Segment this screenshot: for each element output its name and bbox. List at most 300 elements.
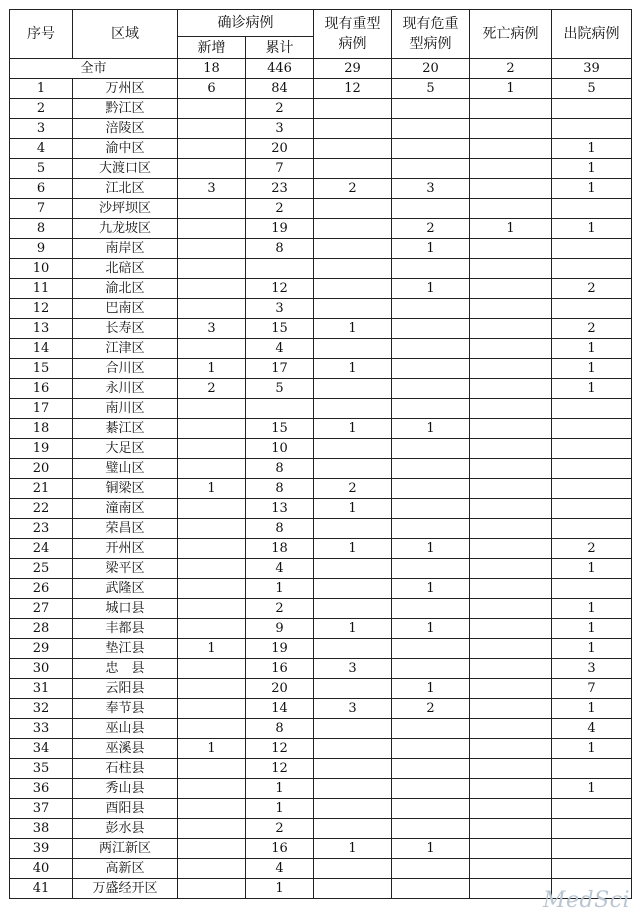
cell-discharged: 2 [552, 279, 632, 299]
cell-new [178, 659, 246, 679]
cell-severe [314, 279, 392, 299]
cell-deaths [470, 879, 552, 899]
cell-critical [392, 479, 470, 499]
cell-region: 酉阳县 [73, 799, 178, 819]
cell-critical: 1 [392, 679, 470, 699]
cell-new [178, 119, 246, 139]
cell-discharged: 1 [552, 639, 632, 659]
cell-deaths [470, 99, 552, 119]
cell-new [178, 299, 246, 319]
cell-cumulative: 13 [246, 499, 314, 519]
cell-new [178, 599, 246, 619]
cell-seq: 14 [10, 339, 73, 359]
cell-cumulative: 23 [246, 179, 314, 199]
cell-critical [392, 639, 470, 659]
cell-region: 璧山区 [73, 459, 178, 479]
header-region: 区域 [73, 10, 178, 59]
cell-critical [392, 359, 470, 379]
cell-new [178, 439, 246, 459]
cell-discharged [552, 439, 632, 459]
cell-discharged: 3 [552, 659, 632, 679]
cell-seq: 4 [10, 139, 73, 159]
cell-seq: 34 [10, 739, 73, 759]
cell-region: 巫溪县 [73, 739, 178, 759]
cell-severe [314, 779, 392, 799]
cell-cumulative: 1 [246, 579, 314, 599]
cell-region: 云阳县 [73, 679, 178, 699]
cell-seq: 1 [10, 79, 73, 99]
cell-cumulative: 19 [246, 219, 314, 239]
table-row [10, 539, 632, 559]
cell-cumulative: 19 [246, 639, 314, 659]
cell-cumulative: 15 [246, 419, 314, 439]
cell-new [178, 719, 246, 739]
cell-region: 大渡口区 [73, 159, 178, 179]
cell-seq: 15 [10, 359, 73, 379]
cell-deaths [470, 179, 552, 199]
cell-severe: 12 [314, 79, 392, 99]
cell-seq: 32 [10, 699, 73, 719]
cell-new [178, 219, 246, 239]
cell-cumulative: 8 [246, 479, 314, 499]
cell-severe: 1 [314, 319, 392, 339]
cell-critical [392, 259, 470, 279]
cell-new [178, 879, 246, 899]
cell-new [178, 759, 246, 779]
table-row [10, 619, 632, 639]
cell-region: 南川区 [73, 399, 178, 419]
cell-new: 1 [178, 479, 246, 499]
cell-seq: 25 [10, 559, 73, 579]
cell-cumulative: 1 [246, 799, 314, 819]
header-discharged: 出院病例 [552, 10, 632, 59]
cell-new [178, 459, 246, 479]
cell-discharged [552, 99, 632, 119]
table-row [10, 399, 632, 419]
cell-severe: 1 [314, 619, 392, 639]
table-row [10, 159, 632, 179]
table-row [10, 579, 632, 599]
cell-region: 潼南区 [73, 499, 178, 519]
cell-seq: 30 [10, 659, 73, 679]
table-row [10, 299, 632, 319]
cell-cumulative [246, 259, 314, 279]
total-label: 全市 [10, 59, 178, 79]
cell-region: 永川区 [73, 379, 178, 399]
table-row [10, 439, 632, 459]
cell-region: 大足区 [73, 439, 178, 459]
cell-seq: 8 [10, 219, 73, 239]
cell-severe [314, 259, 392, 279]
cell-critical [392, 739, 470, 759]
cell-new [178, 799, 246, 819]
cell-discharged: 1 [552, 379, 632, 399]
cell-new [178, 419, 246, 439]
cell-new [178, 99, 246, 119]
cell-new: 1 [178, 639, 246, 659]
header-deaths: 死亡病例 [470, 10, 552, 59]
table-row [10, 479, 632, 499]
cell-new [178, 279, 246, 299]
cell-discharged [552, 199, 632, 219]
header-row-top [10, 10, 632, 37]
cell-new [178, 199, 246, 219]
cell-seq: 24 [10, 539, 73, 559]
cell-region: 江津区 [73, 339, 178, 359]
cell-seq: 37 [10, 799, 73, 819]
cell-deaths [470, 199, 552, 219]
cell-deaths [470, 579, 552, 599]
cell-deaths: 1 [470, 219, 552, 239]
cell-critical: 1 [392, 539, 470, 559]
cell-seq: 41 [10, 879, 73, 899]
cell-cumulative: 14 [246, 699, 314, 719]
cell-discharged [552, 299, 632, 319]
cell-cumulative: 20 [246, 679, 314, 699]
cell-discharged: 1 [552, 339, 632, 359]
table-row [10, 819, 632, 839]
cell-critical [392, 599, 470, 619]
cell-critical [392, 799, 470, 819]
cell-region: 万盛经开区 [73, 879, 178, 899]
cell-deaths [470, 599, 552, 619]
cell-cumulative: 2 [246, 599, 314, 619]
cell-deaths [470, 379, 552, 399]
cell-new [178, 819, 246, 839]
total-row [10, 59, 632, 79]
cell-deaths [470, 779, 552, 799]
table-row [10, 799, 632, 819]
cell-deaths [470, 679, 552, 699]
cell-critical [392, 819, 470, 839]
cell-new [178, 859, 246, 879]
cell-discharged: 4 [552, 719, 632, 739]
table-row [10, 319, 632, 339]
cell-critical: 5 [392, 79, 470, 99]
cell-deaths [470, 339, 552, 359]
cell-severe [314, 459, 392, 479]
cell-cumulative: 3 [246, 119, 314, 139]
cell-critical [392, 399, 470, 419]
cell-critical [392, 859, 470, 879]
cell-critical: 1 [392, 619, 470, 639]
cell-new: 3 [178, 179, 246, 199]
cell-severe [314, 239, 392, 259]
cell-severe [314, 859, 392, 879]
cell-discharged [552, 459, 632, 479]
cell-cumulative [246, 399, 314, 419]
table-row [10, 739, 632, 759]
table-row [10, 139, 632, 159]
cell-critical [392, 199, 470, 219]
cell-cumulative: 8 [246, 239, 314, 259]
cell-deaths [470, 299, 552, 319]
cell-seq: 20 [10, 459, 73, 479]
cell-region: 忠 县 [73, 659, 178, 679]
cell-new [178, 339, 246, 359]
cell-seq: 31 [10, 679, 73, 699]
total-deaths: 2 [470, 59, 552, 79]
cell-cumulative: 2 [246, 199, 314, 219]
cell-severe [314, 339, 392, 359]
cell-region: 秀山县 [73, 779, 178, 799]
cell-severe [314, 679, 392, 699]
cell-discharged: 1 [552, 139, 632, 159]
header-critical: 现有危重型病例 [392, 10, 470, 59]
cell-seq: 7 [10, 199, 73, 219]
cell-seq: 36 [10, 779, 73, 799]
header-confirmed: 确诊病例 [178, 10, 314, 37]
case-statistics-table [9, 9, 632, 899]
cell-critical [392, 439, 470, 459]
cell-new [178, 539, 246, 559]
cell-deaths [470, 479, 552, 499]
cell-cumulative: 12 [246, 759, 314, 779]
table-row [10, 779, 632, 799]
cell-cumulative: 2 [246, 99, 314, 119]
cell-deaths [470, 759, 552, 779]
cell-deaths [470, 439, 552, 459]
cell-new [178, 779, 246, 799]
cell-region: 江北区 [73, 179, 178, 199]
header-seq: 序号 [10, 10, 73, 59]
cell-cumulative: 10 [246, 439, 314, 459]
cell-region: 綦江区 [73, 419, 178, 439]
cell-critical [392, 499, 470, 519]
cell-discharged: 1 [552, 699, 632, 719]
cell-seq: 11 [10, 279, 73, 299]
table-row [10, 259, 632, 279]
cell-region: 北碚区 [73, 259, 178, 279]
cell-deaths [470, 399, 552, 419]
cell-cumulative: 5 [246, 379, 314, 399]
cell-discharged [552, 799, 632, 819]
cell-severe [314, 299, 392, 319]
cell-region: 梁平区 [73, 559, 178, 579]
cell-new: 3 [178, 319, 246, 339]
cell-critical [392, 299, 470, 319]
cell-discharged [552, 479, 632, 499]
cell-discharged: 1 [552, 599, 632, 619]
cell-cumulative: 8 [246, 519, 314, 539]
cell-severe [314, 519, 392, 539]
cell-critical: 1 [392, 839, 470, 859]
cell-new [178, 579, 246, 599]
header-severe: 现有重型病例 [314, 10, 392, 59]
cell-cumulative: 8 [246, 719, 314, 739]
table-row [10, 679, 632, 699]
cell-deaths [470, 819, 552, 839]
cell-severe: 1 [314, 839, 392, 859]
cell-cumulative: 20 [246, 139, 314, 159]
cell-cumulative: 8 [246, 459, 314, 479]
cell-severe [314, 219, 392, 239]
cell-severe [314, 159, 392, 179]
cell-critical [392, 719, 470, 739]
table-row [10, 239, 632, 259]
cell-critical [392, 559, 470, 579]
cell-new [178, 559, 246, 579]
cell-region: 开州区 [73, 539, 178, 559]
cell-region: 丰都县 [73, 619, 178, 639]
cell-discharged [552, 859, 632, 879]
cell-severe [314, 799, 392, 819]
cell-severe [314, 579, 392, 599]
table-row [10, 459, 632, 479]
medsci-watermark: MedSci [542, 888, 630, 913]
cell-critical [392, 339, 470, 359]
table-row [10, 119, 632, 139]
cell-region: 两江新区 [73, 839, 178, 859]
cell-region: 长寿区 [73, 319, 178, 339]
cell-severe: 2 [314, 479, 392, 499]
cell-deaths [470, 239, 552, 259]
cell-severe: 2 [314, 179, 392, 199]
cell-deaths [470, 359, 552, 379]
cell-seq: 12 [10, 299, 73, 319]
header-new: 新增 [178, 37, 246, 59]
cell-cumulative: 1 [246, 879, 314, 899]
cell-seq: 18 [10, 419, 73, 439]
cell-cumulative: 3 [246, 299, 314, 319]
cell-severe: 1 [314, 499, 392, 519]
cell-new: 1 [178, 739, 246, 759]
cell-critical [392, 759, 470, 779]
cell-critical [392, 519, 470, 539]
cell-new [178, 499, 246, 519]
cell-severe [314, 819, 392, 839]
cell-deaths [470, 279, 552, 299]
cell-critical: 1 [392, 239, 470, 259]
cell-deaths [470, 139, 552, 159]
cell-critical: 2 [392, 219, 470, 239]
cell-seq: 35 [10, 759, 73, 779]
cell-cumulative: 2 [246, 819, 314, 839]
cell-discharged: 7 [552, 679, 632, 699]
cell-critical [392, 119, 470, 139]
cell-cumulative: 84 [246, 79, 314, 99]
cell-deaths [470, 799, 552, 819]
cell-deaths [470, 499, 552, 519]
cell-seq: 9 [10, 239, 73, 259]
cell-discharged [552, 419, 632, 439]
total-new: 18 [178, 59, 246, 79]
cell-severe [314, 879, 392, 899]
cell-new [178, 399, 246, 419]
cell-deaths [470, 259, 552, 279]
cell-severe [314, 559, 392, 579]
cell-deaths [470, 719, 552, 739]
cell-seq: 26 [10, 579, 73, 599]
cell-severe [314, 119, 392, 139]
cell-deaths [470, 459, 552, 479]
cell-region: 荣昌区 [73, 519, 178, 539]
table-row [10, 379, 632, 399]
header-cumulative: 累计 [246, 37, 314, 59]
table-row [10, 879, 632, 899]
cell-region: 合川区 [73, 359, 178, 379]
total-critical: 20 [392, 59, 470, 79]
cell-critical [392, 99, 470, 119]
cell-region: 巴南区 [73, 299, 178, 319]
cell-severe [314, 99, 392, 119]
cell-critical [392, 459, 470, 479]
table-row [10, 559, 632, 579]
cell-critical [392, 319, 470, 339]
cell-discharged [552, 519, 632, 539]
table-row [10, 199, 632, 219]
cell-new [178, 239, 246, 259]
table-row [10, 279, 632, 299]
cell-cumulative: 1 [246, 779, 314, 799]
table-row [10, 639, 632, 659]
table-row [10, 759, 632, 779]
cell-seq: 16 [10, 379, 73, 399]
cell-critical: 1 [392, 279, 470, 299]
cell-critical [392, 879, 470, 899]
cell-seq: 6 [10, 179, 73, 199]
cell-cumulative: 18 [246, 539, 314, 559]
cell-deaths [470, 419, 552, 439]
cell-region: 黔江区 [73, 99, 178, 119]
cell-severe [314, 739, 392, 759]
cell-critical: 3 [392, 179, 470, 199]
cell-discharged [552, 399, 632, 419]
cell-severe [314, 719, 392, 739]
cell-seq: 13 [10, 319, 73, 339]
table-row [10, 699, 632, 719]
table-row [10, 599, 632, 619]
cell-new: 2 [178, 379, 246, 399]
table-row [10, 839, 632, 859]
cell-region: 垫江县 [73, 639, 178, 659]
cell-seq: 39 [10, 839, 73, 859]
table-row [10, 419, 632, 439]
cell-deaths [470, 159, 552, 179]
cell-discharged [552, 259, 632, 279]
cell-severe: 3 [314, 699, 392, 719]
cell-critical [392, 139, 470, 159]
cell-seq: 10 [10, 259, 73, 279]
table-row [10, 219, 632, 239]
cell-discharged [552, 819, 632, 839]
cell-discharged: 1 [552, 219, 632, 239]
cell-discharged: 1 [552, 559, 632, 579]
table-row [10, 79, 632, 99]
cell-cumulative: 12 [246, 279, 314, 299]
cell-region: 高新区 [73, 859, 178, 879]
cell-seq: 23 [10, 519, 73, 539]
cell-new [178, 139, 246, 159]
cell-deaths [470, 639, 552, 659]
cell-discharged: 1 [552, 779, 632, 799]
cell-deaths [470, 519, 552, 539]
cell-new [178, 839, 246, 859]
cell-seq: 38 [10, 819, 73, 839]
cell-deaths [470, 739, 552, 759]
cell-region: 彭水县 [73, 819, 178, 839]
cell-deaths [470, 539, 552, 559]
cell-region: 九龙坡区 [73, 219, 178, 239]
cell-cumulative: 15 [246, 319, 314, 339]
cell-cumulative: 4 [246, 559, 314, 579]
cell-new [178, 259, 246, 279]
cell-seq: 5 [10, 159, 73, 179]
cell-deaths [470, 619, 552, 639]
cell-discharged [552, 239, 632, 259]
cell-deaths [470, 659, 552, 679]
cell-region: 铜梁区 [73, 479, 178, 499]
